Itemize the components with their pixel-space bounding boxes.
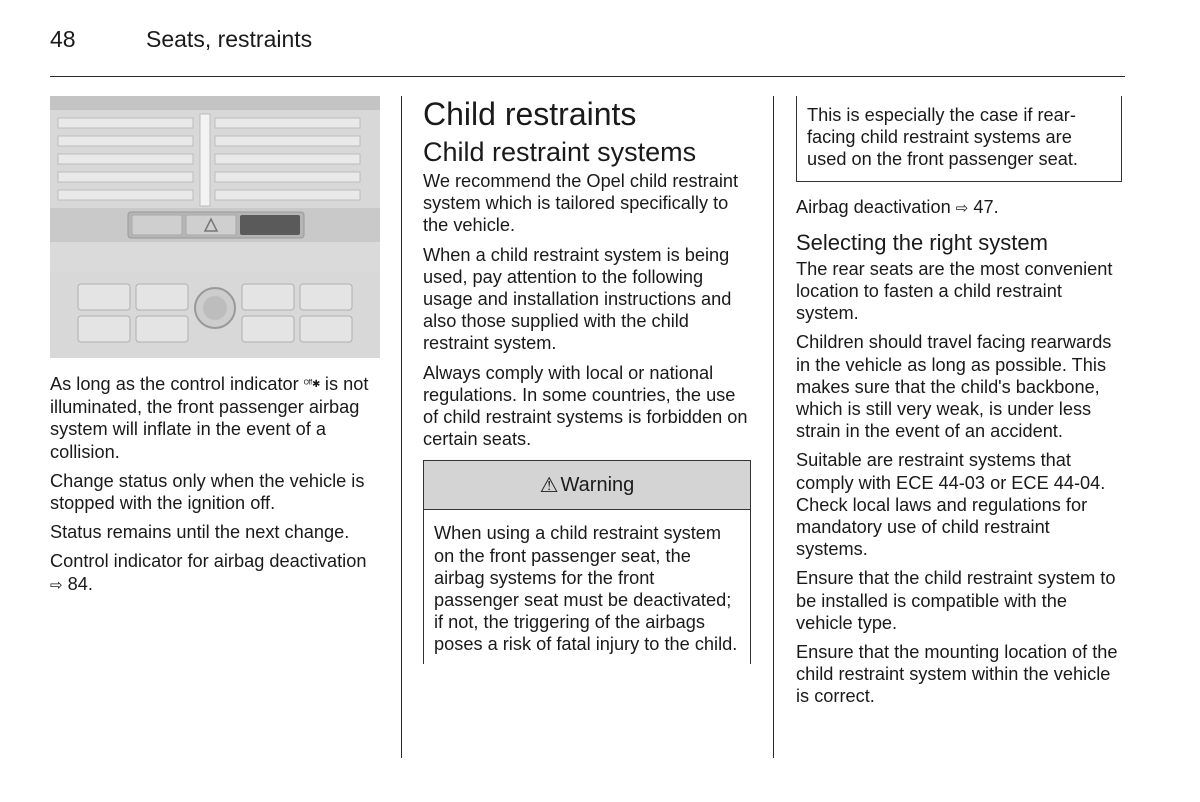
page-reference-arrow-icon: ⇨ [50, 576, 63, 594]
column-middle [423, 96, 753, 664]
body-paragraph: Suitable are restraint systems that comply with ECE 44-03 or ECE 44-04. Check local laws and regulations for mandatory use of child restraint systems. [796, 450, 1106, 560]
status-remains-paragraph: Status remains until the next change. [50, 522, 350, 543]
body-paragraph: Ensure that the mounting location of the child restraint system within the vehicle is correct. [796, 642, 1118, 707]
warning-header [424, 461, 750, 510]
warning-continuation-text: This is especially the case if rear-facing child restraint systems are used on the front passenger seat. [807, 105, 1078, 170]
warning-box [423, 460, 751, 663]
page-reference[interactable]: 84. [67, 573, 93, 594]
body-paragraph: Always comply with local or national regulations. In some countries, the use of child restraint systems is forbidden on certain seats. [423, 362, 748, 450]
body-paragraph: Ensure that the child restraint system to be installed is compatible with the vehicle type. [796, 568, 1116, 633]
warning-text: When using a child restraint system on the front passenger seat, the airbag systems for the front passenger seat must be deactivated; if not, the triggering of the airbags poses a risk of fatal injury to the child. [434, 523, 738, 655]
body-paragraph: When a child restraint system is being used, pay attention to the following usage and installation instructions and also those supplied with the child restraint system. [423, 244, 732, 354]
page-header [50, 24, 1125, 77]
control-indicator-paragraph: Control indicator for airbag deactivation ⇨ 84. [50, 551, 367, 594]
indicator-paragraph: As long as the control indicator ᴼᶠᶠ✱ is not illuminated, the front passenger airbag system will inflate in the event of a collision. [50, 374, 369, 462]
column-divider [401, 96, 402, 758]
airbag-deactivation-reference: Airbag deactivation ⇨ 47. [796, 196, 999, 217]
warning-body [424, 510, 750, 663]
column-divider [773, 96, 774, 758]
page-reference-arrow-icon: ⇨ [955, 199, 969, 217]
body-paragraph: The rear seats are the most convenient location to fasten a child restraint system. [796, 258, 1113, 324]
column-right [796, 96, 1126, 715]
chapter-heading: Child restraints [423, 96, 637, 132]
section-title: Seats, restraints [146, 26, 313, 52]
subsection-heading: Child restraint systems [423, 137, 697, 167]
warning-title: Warning [560, 473, 635, 496]
airbag-off-indicator-icon: ᴼᶠᶠ✱ [303, 379, 320, 390]
body-paragraph: We recommend the Opel child restraint system which is tailored specifically to the vehicle. [423, 171, 739, 236]
page-reference[interactable]: 47. [973, 196, 999, 217]
center-console-illustration [50, 96, 380, 358]
body-paragraph: Children should travel facing rearwards in the vehicle as long as possible. This makes sure that the child's backbone, which is still very weak, is under less strain in the event of an accident. [796, 332, 1112, 442]
page-number: 48 [50, 26, 76, 52]
dashboard-photo [50, 96, 380, 358]
selecting-system-heading: Selecting the right system [796, 229, 1048, 255]
column-left [50, 96, 380, 604]
warning-box-continuation [796, 96, 1122, 182]
warning-triangle-icon: ⚠ [539, 473, 559, 497]
change-status-paragraph: Change status only when the vehicle is stopped with the ignition off. [50, 470, 365, 514]
